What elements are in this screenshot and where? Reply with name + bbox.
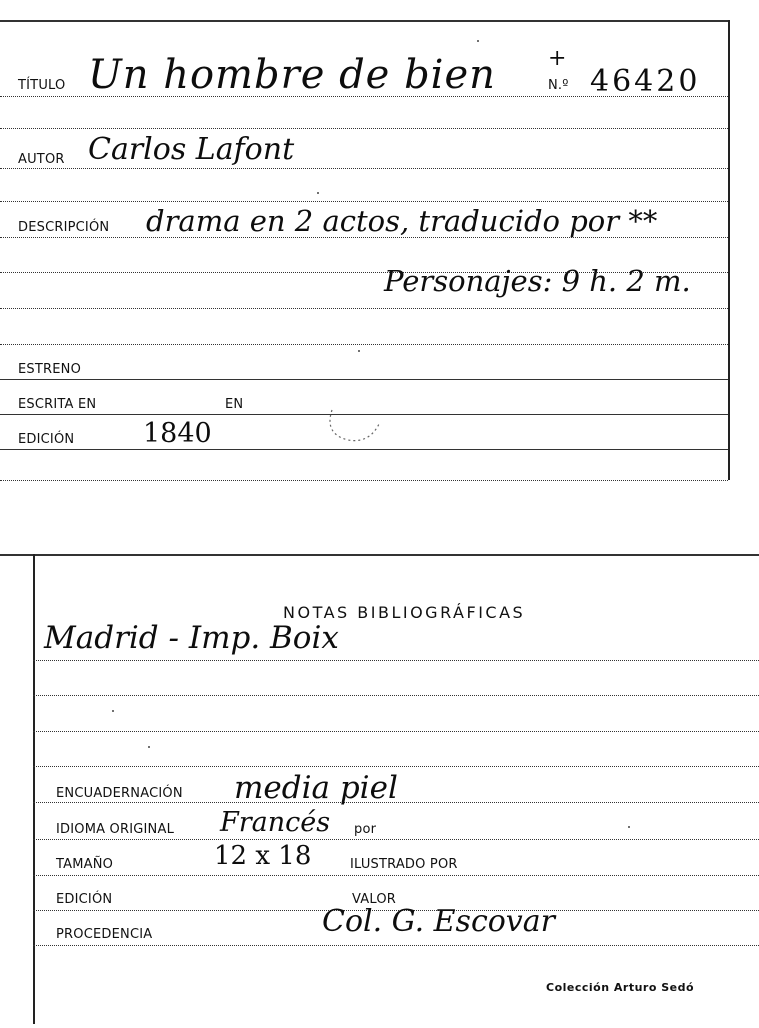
- handwritten-personajes: Personajes: 9 h. 2 m.: [384, 264, 691, 298]
- rule-line: [0, 449, 728, 450]
- estreno-label: ESTRENO: [18, 362, 82, 377]
- handwritten-descripcion: drama en 2 actos, traducido por **: [146, 204, 658, 238]
- collection-credit: Colección Arturo Sedó: [546, 981, 695, 994]
- handwritten-autor: Carlos Lafont: [88, 132, 295, 167]
- idioma-original-label: IDIOMA ORIGINAL: [56, 822, 175, 837]
- handwritten-procedencia: Col. G. Escovar: [322, 904, 555, 939]
- encuadernacion-label: ENCUADERNACIÓN: [56, 786, 183, 801]
- ilustrado-por-label: ILUSTRADO POR: [350, 857, 458, 872]
- rule-line: [0, 128, 728, 129]
- en-label: EN: [225, 397, 244, 412]
- rule-line: [33, 945, 759, 946]
- handwritten-titulo: Un hombre de bien: [88, 52, 496, 98]
- numero-label: N.º: [548, 78, 569, 93]
- rule-line: [33, 875, 759, 876]
- ink-speck: [477, 40, 479, 42]
- notas-bibliograficas-heading: NOTAS BIBLIOGRÁFICAS: [283, 603, 526, 622]
- ink-speck: [628, 826, 630, 828]
- catalog-card-front: [0, 0, 759, 492]
- catalog-card-back: [0, 548, 759, 1028]
- rule-line: [33, 839, 759, 840]
- card-left-edge: [33, 554, 35, 1024]
- ink-speck: [148, 746, 150, 748]
- rule-line: [33, 731, 759, 732]
- ink-speck: [317, 192, 319, 194]
- punch-hole-mark: [320, 400, 390, 448]
- descripcion-label: DESCRIPCIÓN: [18, 220, 110, 235]
- procedencia-label: PROCEDENCIA: [56, 927, 153, 942]
- card-top-edge: [0, 20, 729, 22]
- handwritten-notas: Madrid - Imp. Boix: [44, 620, 339, 656]
- rule-line: [0, 168, 728, 169]
- edicion-label: EDICIÓN: [18, 432, 75, 447]
- handwritten-encuadernacion: media piel: [234, 770, 398, 806]
- valor-label: VALOR: [352, 892, 396, 907]
- handwritten-edicion: 1840: [143, 418, 212, 449]
- ink-speck: [112, 710, 114, 712]
- titulo-label: TÍTULO: [18, 78, 66, 93]
- tamano-label: TAMAÑO: [56, 857, 114, 872]
- card-right-edge: [728, 20, 730, 480]
- handwritten-tamano: 12 x 18: [214, 841, 312, 871]
- autor-label: AUTOR: [18, 152, 65, 167]
- por-label: por: [354, 822, 377, 837]
- card-top-edge: [0, 554, 759, 556]
- escrita-en-label: ESCRITA EN: [18, 397, 97, 412]
- rule-line: [33, 695, 759, 696]
- rule-line: [33, 660, 759, 661]
- rule-line: [0, 308, 728, 309]
- rule-line: [33, 766, 759, 767]
- rule-line: [0, 379, 728, 380]
- rule-line: [0, 344, 728, 345]
- rule-line: [0, 480, 728, 481]
- rule-line: [0, 201, 728, 202]
- handwritten-numero: 46420: [590, 64, 701, 99]
- ink-speck: [358, 350, 360, 352]
- edicion-label: EDICIÓN: [56, 892, 113, 907]
- handwritten-cross-mark: +: [548, 46, 567, 71]
- handwritten-idioma: Francés: [220, 807, 331, 838]
